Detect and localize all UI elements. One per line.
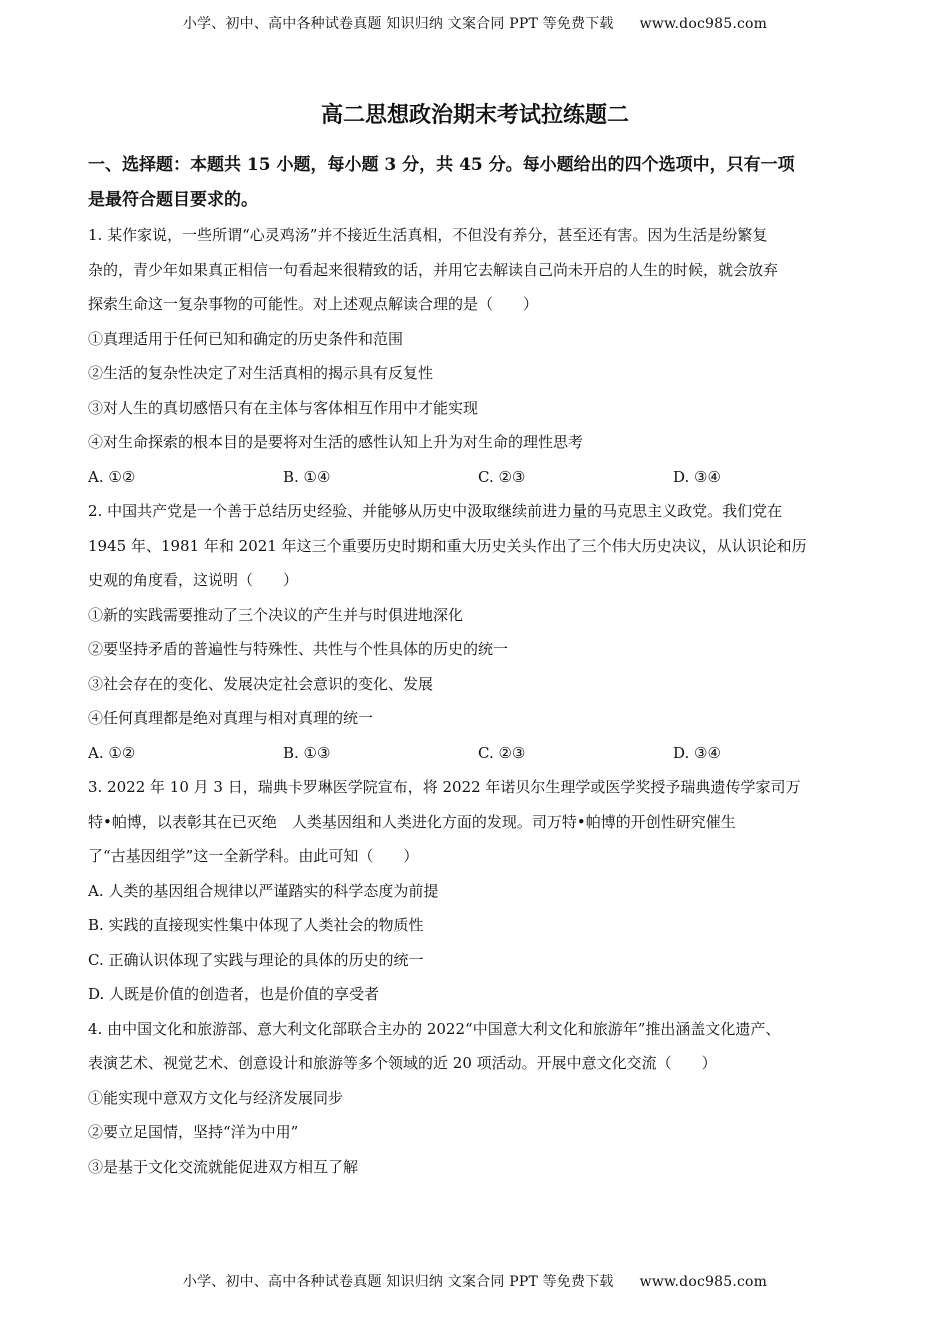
question-stem-line: 1. 某作家说，一些所谓“心灵鸡汤”并不接近生活真相，不但没有养分，甚至还有害。因为生活是纷繁复	[88, 226, 768, 244]
header-site-link[interactable]: www.doc985.com	[639, 16, 768, 32]
question-stem-line: 1945 年、1981 年和 2021 年这三个重要历史时期和重大历史关头作出了三个伟大历史决议，从认识论和历	[88, 536, 807, 555]
header-text: 小学、初中、高中各种试卷真题 知识归纳 文案合同 PPT 等免费下载	[182, 16, 614, 32]
footer-text: 小学、初中、高中各种试卷真题 知识归纳 文案合同 PPT 等免费下载	[182, 1274, 614, 1290]
statement-item: ①新的实践需要推动了三个决议的产生并与时俱进地深化	[88, 605, 464, 624]
question-stem-line: 表演艺术、视觉艺术、创意设计和旅游等多个领域的近 20 项活动。开展中意文化交流（ ）	[88, 1054, 717, 1072]
question-stem-line: 探索生命这一复杂事物的可能性。对上述观点解读合理的是（ ）	[88, 295, 539, 313]
answer-options	[88, 460, 868, 495]
option-b: B. ①③	[283, 743, 331, 762]
option-d: D. ③④	[673, 743, 721, 762]
question-2	[88, 494, 868, 770]
question-stem-line: 4. 由中国文化和旅游部、意大利文化部联合主办的 2022“中国意大利文化和旅游年”推出涵盖文化遗产、	[88, 1019, 781, 1038]
statement-item: ③是基于文化交流就能促进双方相互了解	[88, 1157, 359, 1176]
page-header	[0, 13, 950, 33]
footer-site-link[interactable]: www.doc985.com	[639, 1274, 768, 1290]
question-stem-line: 杂的，青少年如果真正相信一句看起来很精致的话，并用它去解读自己尚未开启的人生的时候，就会放弃	[88, 260, 779, 279]
statement-item: ②要坚持矛盾的普遍性与特殊性、共性与个性具体的历史的统一	[88, 640, 509, 658]
option-d: D. ③④	[673, 467, 721, 486]
statement-item: ①真理适用于任何已知和确定的历史条件和范围	[88, 329, 404, 348]
option-d: D. 人既是价值的创造者，也是价值的享受者	[88, 985, 380, 1003]
question-stem-line: 特•帕博，以表彰其在已灭绝 人类基因组和人类进化方面的发现。司万特•帕博的开创性研究催生	[88, 812, 736, 831]
question-1	[88, 218, 868, 494]
section-heading-line: 是最符合题目要求的。	[88, 190, 258, 210]
option-c: C. ②③	[478, 743, 526, 762]
statement-item: ①能实现中意双方文化与经济发展同步	[88, 1088, 344, 1107]
option-b: B. 实践的直接现实性集中体现了人类社会的物质性	[88, 916, 424, 934]
document-body	[88, 148, 868, 1184]
option-a: A. ①②	[88, 467, 136, 486]
statement-item: ②生活的复杂性决定了对生活真相的揭示具有反复性	[88, 364, 434, 382]
question-3	[88, 770, 868, 1012]
option-a: A. 人类的基因组合规律以严谨踏实的科学态度为前提	[88, 881, 439, 900]
page-footer	[0, 1271, 950, 1291]
statement-item: ②要立足国情，坚持“洋为中用”	[88, 1123, 299, 1141]
statement-item: ④对生命探索的根本目的是要将对生活的感性认知上升为对生命的理性思考	[88, 433, 584, 451]
option-a: A. ①②	[88, 743, 136, 762]
question-4	[88, 1012, 868, 1185]
question-stem-line: 史观的角度看，这说明（ ）	[88, 571, 299, 589]
option-c: C. ②③	[478, 467, 526, 486]
option-b: B. ①④	[283, 467, 331, 486]
section-heading-line: 一、选择题：本题共 15 小题，每小题 3 分，共 45 分。每小题给出的四个选项中，只有一项	[88, 155, 795, 175]
question-stem-line: 2. 中国共产党是一个善于总结历史经验、并能够从历史中汲取继续前进力量的马克思主义政党。我们党在	[88, 502, 783, 520]
statement-item: ③社会存在的变化、发展决定社会意识的变化、发展	[88, 674, 434, 693]
statement-item: ③对人生的真切感悟只有在主体与客体相互作用中才能实现	[88, 398, 479, 417]
statement-item: ④任何真理都是绝对真理与相对真理的统一	[88, 709, 374, 727]
question-stem-line: 了“古基因组学”这一全新学科。由此可知（ ）	[88, 847, 419, 865]
question-stem-line: 3. 2022 年 10 月 3 日，瑞典卡罗琳医学院宣布，将 2022 年诺贝尔生理学或医学奖授予瑞典遗传学家司万	[88, 778, 801, 796]
option-c: C. 正确认识体现了实践与理论的具体的历史的统一	[88, 950, 424, 969]
section-heading	[88, 148, 868, 218]
document-title: 高二思想政治期末考试拉练题二	[320, 102, 629, 128]
answer-options	[88, 736, 868, 771]
